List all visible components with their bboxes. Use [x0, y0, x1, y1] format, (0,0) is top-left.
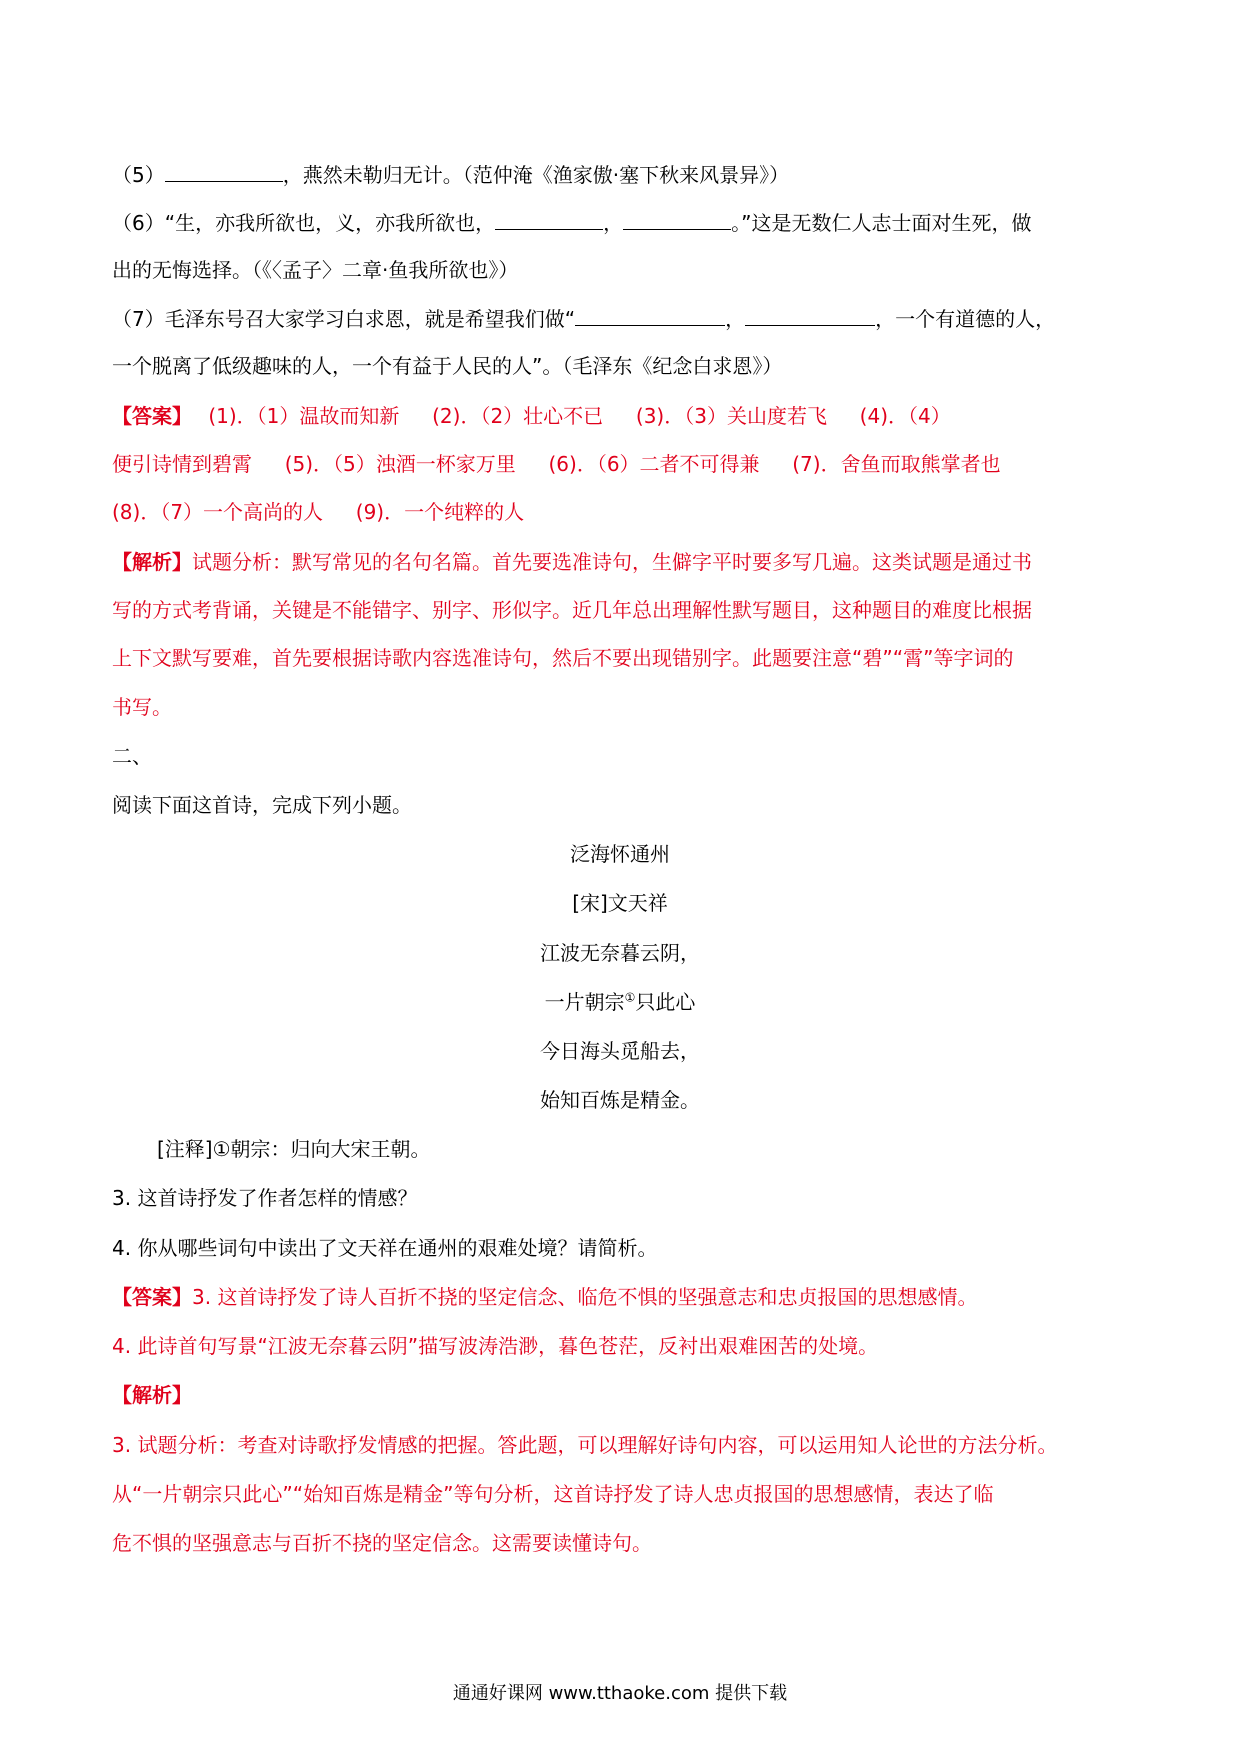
answer-text: (1)．（1）温故而知新 (2)．（2）壮心不已 (3)．（3）关山度若飞 (4)．（4） [182, 404, 951, 428]
question-3: 3. 这首诗抒发了作者怎样的情感？ [112, 1186, 418, 1210]
question-7-text: ，一个有道德的人， [875, 307, 1056, 331]
footnote-marker: ① [624, 990, 636, 1005]
question-5-text: ，燕然未勒归无计。（范仲淹《渔家傲·塞下秋来风景异》） [282, 163, 790, 187]
reading-instruction: 阅读下面这首诗，完成下列小题。 [112, 793, 412, 817]
poem-line-4: 始知百炼是精金。 [540, 1088, 700, 1112]
question-6-line-2: 出的无悔选择。（《〈孟子〉二章·鱼我所欲也》） [112, 258, 519, 282]
answer-2-line-2: 4. 此诗首句写景“江波无奈暮云阴”描写波涛浩渺，暮色苍茫，反衬出艰难困苦的处境。 [112, 1334, 879, 1358]
analysis-2-line-2: 从“一片朝宗只此心”“始知百炼是精金”等句分析，这首诗抒发了诗人忠贞报国的思想感情，表达了临 [112, 1482, 994, 1506]
analysis-label: 【解析】 [112, 550, 192, 574]
question-6-text: （6）“生，亦我所欲也，义，亦我所欲也， [112, 211, 496, 235]
analysis-1-line-1 [112, 549, 1127, 575]
answer-blank[interactable] [575, 305, 725, 326]
section-heading: 二、 [112, 744, 152, 768]
answer-blank[interactable] [745, 305, 875, 326]
analysis-2-line-3: 危不惧的坚强意志与百折不挠的坚定信念。这需要读懂诗句。 [112, 1531, 652, 1555]
answer-2-line-1 [112, 1284, 1127, 1310]
question-4: 4. 你从哪些词句中读出了文天祥在通州的艰难处境？请简析。 [112, 1236, 658, 1260]
answer-1-line-1 [112, 403, 1127, 429]
poem-line-3: 今日海头觅船去， [540, 1039, 700, 1063]
analysis-2-line-1: 3. 试题分析：考查对诗歌抒发情感的把握。答此题，可以理解好诗句内容，可以运用知人论世的方法分析。 [112, 1433, 1058, 1457]
answer-text: 3. 这首诗抒发了诗人百折不挠的坚定信念、临危不惧的坚强意志和忠贞报国的思想感情。 [192, 1285, 978, 1309]
poem-author: [宋]文天祥 [572, 891, 668, 915]
poem-text: 一片朝宗 [544, 990, 625, 1014]
answer-blank[interactable] [623, 209, 731, 230]
question-6-line-1 [112, 209, 1127, 236]
analysis-1-line-2: 写的方式考背诵，关键是不能错字、别字、形似字。近几年总出理解性默写题目，这种题目的难度比根据 [112, 598, 1032, 622]
answer-label: 【答案】 [112, 404, 182, 428]
poem-line-2 [0, 989, 1240, 1015]
answer-1-line-2: 便引诗情到碧霄 (5)．（5）浊酒一杯家万里 (6)．（6）二者不可得兼 (7)．舍鱼而取熊掌者也 [112, 452, 1001, 476]
question-7-line-2: 一个脱离了低级趣味的人，一个有益于人民的人”。（毛泽东《纪念白求恩》） [112, 354, 783, 378]
answer-blank[interactable] [495, 209, 603, 230]
poem-title: 泛海怀通州 [570, 842, 670, 866]
question-6-text: 。”这是无数仁人志士面对生死，做 [731, 211, 1032, 235]
question-5 [112, 161, 1127, 188]
question-7-text: （7）毛泽东号召大家学习白求恩，就是希望我们做“ [112, 307, 576, 331]
analysis-text: 试题分析：默写常见的名句名篇。首先要选准诗句，生僻字平时要多写几遍。这类试题是通过书 [192, 550, 1032, 574]
analysis-2-label: 【解析】 [112, 1383, 192, 1407]
answer-1-line-3: (8)．（7）一个高尚的人 (9)．一个纯粹的人 [112, 500, 525, 524]
analysis-1-line-3: 上下文默写要难，首先要根据诗歌内容选准诗句，然后不要出现错别字。此题要注意“碧”“霄”等字词的 [112, 646, 1014, 670]
analysis-1-line-4: 书写。 [112, 695, 172, 719]
answer-blank[interactable] [165, 161, 283, 182]
poem-line-1: 江波无奈暮云阴， [540, 941, 700, 965]
page-footer: 通通好课网 www.tthaoke.com 提供下载 [452, 1683, 788, 1704]
poem-text: 只此心 [635, 990, 696, 1014]
question-7-line-1 [112, 305, 1127, 332]
question-5-number: （5） [112, 163, 165, 187]
punctuation: ， [725, 307, 746, 331]
poem-note: [注释]①朝宗：归向大宋王朝。 [157, 1137, 431, 1161]
punctuation: ， [603, 211, 624, 235]
answer-label: 【答案】 [112, 1285, 192, 1309]
